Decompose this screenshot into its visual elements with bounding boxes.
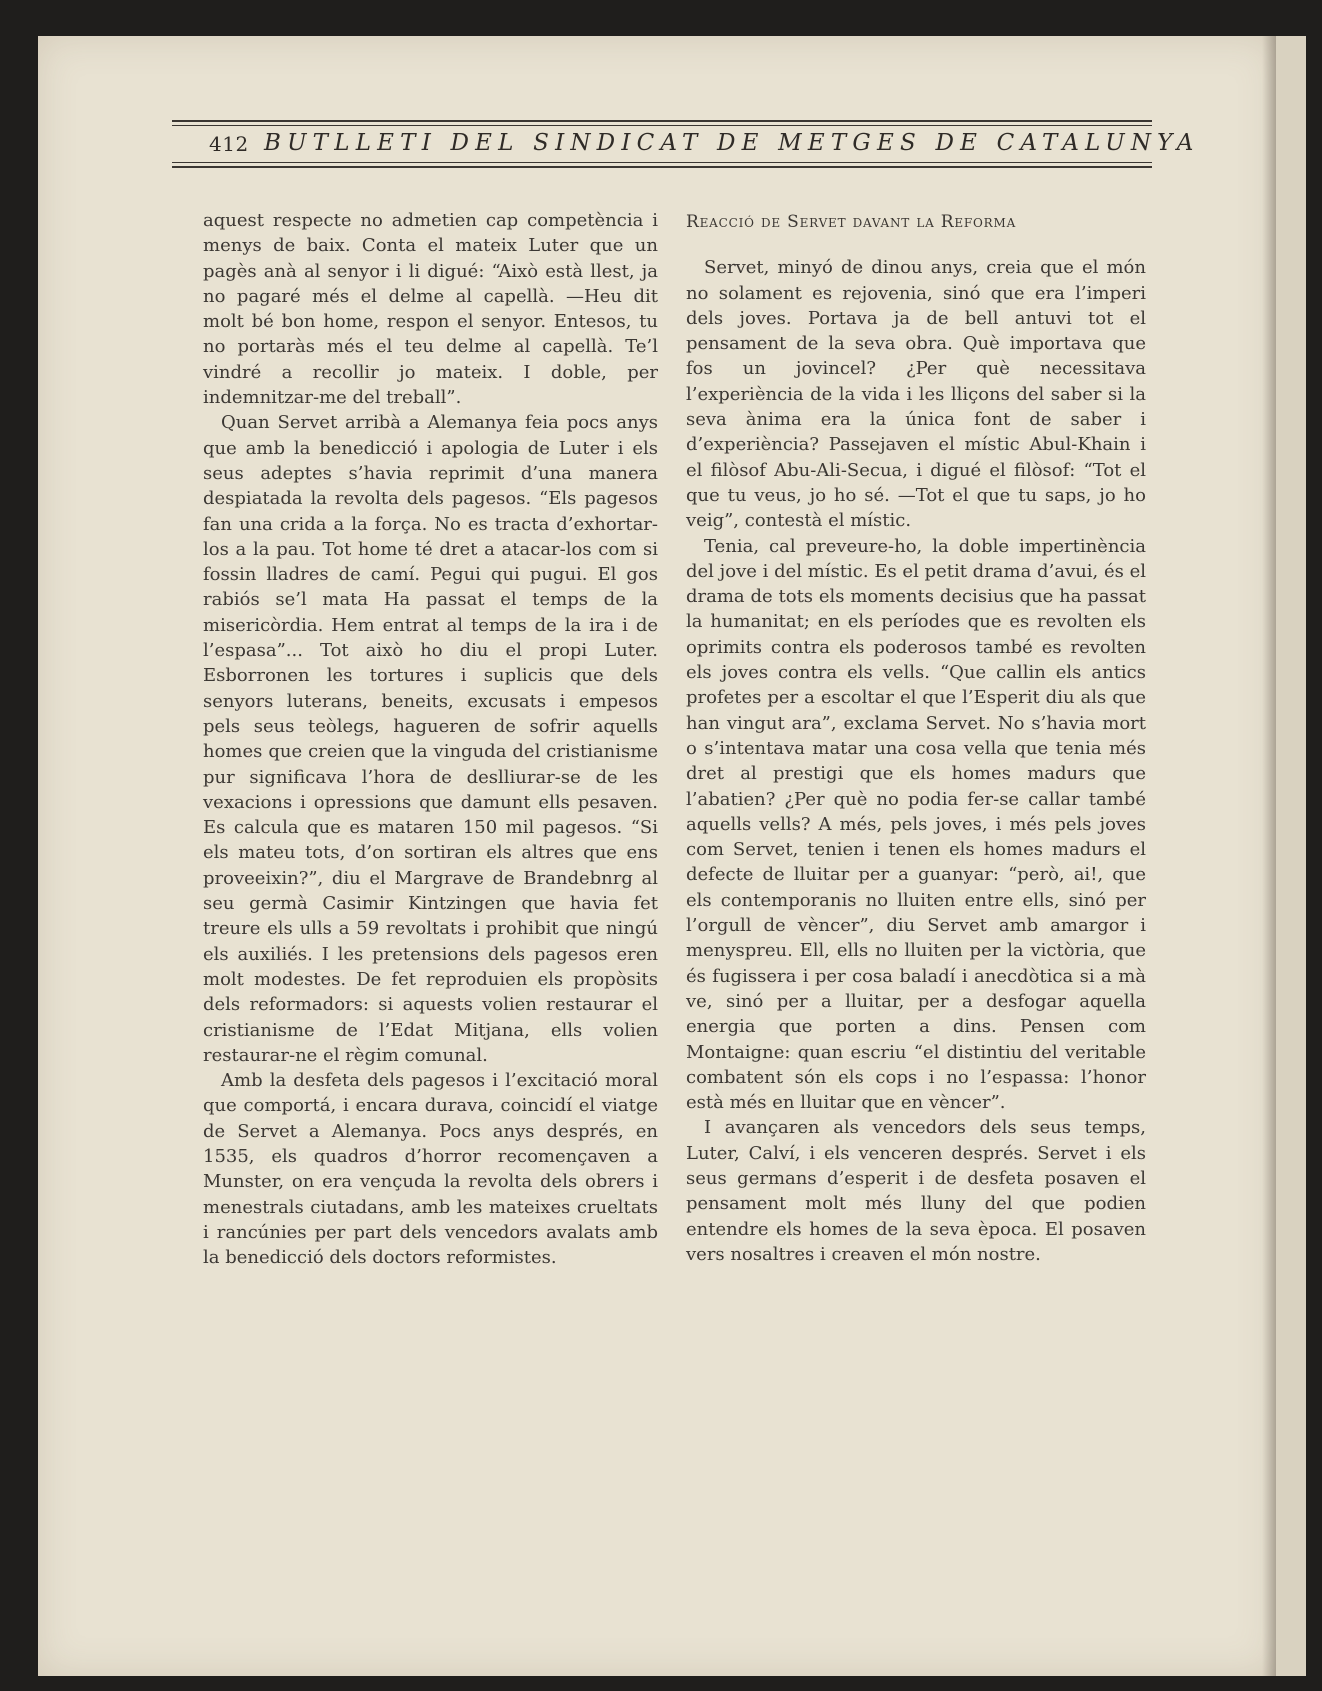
paragraph: Servet, minyó de dinou anys, creia que el món no solament es rejovenia, sinó que era l’imperi dels joves. Portava ja de bell antuvi tot el pensament de la seva obra. Què importava que fos un jovincel? ¿Per què necessitava l’experiència de la vida i les lliçons del saber si la seva ànima era la única font de saber i d’experiència? Passejaven el místic Abul-Khain i el filòsof Abu-Ali-Secua, i digué el filòsof: “Tot el que tu veus, jo ho sé. —Tot el que tu saps, jo ho veig”, contestà el místic. (686, 257, 1146, 532)
header-rule-bottom-thick (172, 166, 1152, 168)
paragraph: I avançaren als vencedors dels seus temps, Luter, Calví, i els venceren després. Servet i els seus germans d’esperit i de desfeta posaven el pensament molt més lluny del que podien entendre els homes de la seva època. El posaven vers nosaltres i creaven el món nostre. (686, 1117, 1146, 1265)
header-rule-top-thick (172, 120, 1152, 122)
page-number: 412 (209, 132, 249, 156)
paragraph: aquest respecte no admetien cap competència i menys de baix. Conta el mateix Luter que un pagès anà al senyor i li digué: “Això està llest, ja no pagaré més el delme al capellà. —Heu dit molt bé bon home, respon el senyor. Entesos, tu no portaràs més el teu delme al capellà. Te’l vindré a recollir jo mateix. I doble, per indemnitzar-me del treball”. (203, 210, 658, 409)
header-rule-bottom-thin (172, 162, 1152, 163)
paragraph: Tenia, cal preveure-ho, la doble impertinència del jove i del místic. Es el petit drama d’avui, és el drama de tots els moments decisius que ha passat la humanitat; en els períodes que es revolten els oprimits contra els poderosos també es revolten els joves contra els vells. “Que callin els antics profetes per a escoltar el que l’Esperit diu als que han vingut ara”, exclama Servet. No s’havia mort o s’intentava matar una cosa vella que tenia més dret al prestigi que els homes madurs que l’abatien? ¿Per què no podia fer-se callar també aquells vells? A més, pels joves, i més pels joves com Servet, tenien i tenen els homes madurs el defecte de lluitar per a guanyar: “però, ai!, que els contemporanis no lluiten entre ells, sinó per l’orgull de vèncer”, diu Servet amb amargor i menyspreu. Ell, ells no lluiten per la victòria, que és fugissera i per cosa baladí i anecdòtica si a mà ve, sinó per a lluitar, per a desfogar aquella energia que porten a dins. Pensen com Montaigne: quan escriu “el distintiu del veritable combatent són els cops i no l’espassa: l’honor està més en lluitar que en vèncer”. (686, 535, 1147, 1114)
next-page-edge (1276, 36, 1306, 1676)
section-heading: Reacció de Servet davant la Reforma (686, 212, 1017, 232)
paragraph: Quan Servet arribà a Alemanya feia pocs anys que amb la benedicció i apologia de Luter i els seus adeptes s’havia reprimit d’una manera despiatada la revolta dels pagesos. “Els pagesos fan una crida a la força. No es tracta d’exhortar-los a la pau. Tot home té dret a atacar-los com si fossin lladres de camí. Pegui qui pugui. El gos rabiós se’l mata Ha passat el temps de la misericòrdia. Hem entrat al temps de la ira i de l’espasa”... Tot això ho diu el propi Luter. Esborronen les tortures i suplicis que dels senyors luterans, beneits, excusats i empesos pels seus teòlegs, hagueren de sofrir aquells homes que creien que la vinguda del cristianisme pur significava l’hora de deslliurar-se de les vexacions i opressions que damunt ells pesaven. Es calcula que es mataren 150 mil pagesos. “Si els mateu tots, d’on sortiran els altres que ens proveeixin?”, diu el Margrave de Brandebnrg al seu germà Casimir Kintzingen que havia fet treure els ulls a 59 revoltats i prohibit que ningú els auxiliés. I les pretensions dels pagesos eren molt modestes. De fet reproduien els propòsits dels reformadors: si aquests volien restaurar el cristianisme de l’Edat Mitjana, ells volien restaurar-ne el règim comunal. (203, 412, 658, 1066)
paragraph: Amb la desfeta dels pagesos i l’excitació moral que comportá, i encara durava, coincidí el viatge de Servet a Alemanya. Pocs anys després, en 1535, els quadros d’horror recomençaven a Munster, on era vençuda la revolta dels obrers i menestrals ciutadans, amb les mateixes crueltats i rancúnies per part dels vencedors avalats amb la benedicció dels doctors reformistes. (203, 1070, 658, 1269)
page-header (172, 108, 1200, 170)
left-text-column (203, 208, 658, 1270)
running-title: BUTLLETI DEL SINDICAT DE METGES DE CATALUNYA (264, 130, 1200, 156)
right-text-column (686, 210, 1146, 1267)
header-rule-top-thin (172, 125, 1152, 126)
